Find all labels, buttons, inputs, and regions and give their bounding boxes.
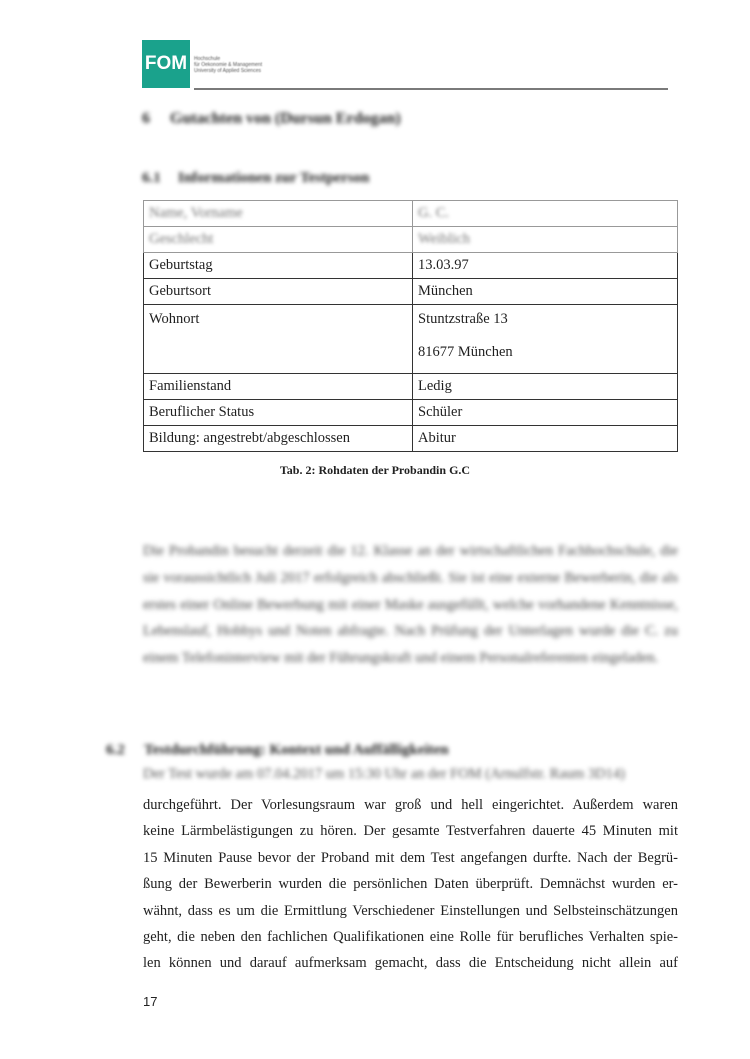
table-cell-label: Bildung: angestrebt/abgeschlossen xyxy=(144,426,413,452)
paragraph-blurred: Die Probandin besucht derzeit die 12. Klasse an der wirtschaftlichen Fachhochschule, die sie voraussichtlich Juli 2017 erfolgreich abschließt. Sie ist eine externe Bewerberin, die als erstes einer Online Bewerbung mit einer Maske ausgefüllt, welche vorhandene Kenntnisse, Lebenslauf, Hobbys und Noten abfragte. Nach Prüfung der Unterlagen wurde die C. zu einem Telefoninterview mit der Führungskraft und einem Personalreferenten eingeladen. xyxy=(143,543,678,667)
section-number: 6.1 xyxy=(142,170,161,186)
table-cell-label: Geschlecht xyxy=(144,227,413,253)
body-line: wähnt, dass es um die Ermittlung Verschiedener Einstellungen und Selbsteinschätzungen xyxy=(143,902,678,919)
table-cell-label: Geburtstag xyxy=(144,253,413,279)
address-street: Stuntzstraße 13 xyxy=(418,311,508,327)
table-caption: Tab. 2: Rohdaten der Probandin G.C xyxy=(279,463,471,477)
logo-line: Hochschule xyxy=(194,56,221,62)
section-heading-6-1 xyxy=(142,170,369,187)
section-heading-6 xyxy=(142,110,401,128)
table-row xyxy=(144,400,678,426)
table-cell-value: Abitur xyxy=(413,426,678,452)
logo-line: University of Applied Sciences xyxy=(194,68,261,74)
section-heading-6-2 xyxy=(106,742,449,759)
body-line: keine Lärmbelästigungen zu hören. Der gesamte Testverfahren dauerte 45 Minuten mit xyxy=(143,823,678,840)
table-row xyxy=(144,253,678,279)
section-title: Testdurchführung: Kontext und Auffälligkeiten xyxy=(144,742,449,758)
table-cell-label: Wohnort xyxy=(144,305,413,374)
data-table xyxy=(143,200,678,452)
body-paragraph xyxy=(143,792,678,977)
table-cell-label: Geburtsort xyxy=(144,279,413,305)
table-cell-value: Weiblich xyxy=(413,227,678,253)
body-line: 15 Minuten Pause bevor der Proband mit dem Test angefangen durfte. Nach der Begrü- xyxy=(143,849,678,866)
table-row xyxy=(144,279,678,305)
address-city: 81677 München xyxy=(418,344,513,360)
table-cell-label: Beruflicher Status xyxy=(144,400,413,426)
table-cell-label: Familienstand xyxy=(144,374,413,400)
table-row xyxy=(144,305,678,374)
table-row xyxy=(144,201,678,227)
table-row xyxy=(144,426,678,452)
section-number: 6 xyxy=(142,110,150,127)
table-cell-label: Name, Vorname xyxy=(144,201,413,227)
fom-logo xyxy=(142,40,190,88)
body-first-line-blurred: Der Test wurde am 07.04.2017 um 15:30 Uhr an der FOM (Arnulfstr. Raum 3D14) xyxy=(143,766,625,782)
table-cell-value xyxy=(413,305,678,374)
body-line: ßung der Bewerberin wurden die persönlichen Daten überprüft. Demnächst wurden er- xyxy=(143,876,678,893)
body-line: geht, die neben den fachlichen Qualifikationen eine Rolle für berufliches Verhalten spie- xyxy=(143,929,678,946)
table-cell-value: Ledig xyxy=(413,374,678,400)
body-line: durchgeführt. Der Vorlesungsraum war groß und hell eingerichtet. Außerdem waren xyxy=(143,797,678,813)
table-row xyxy=(144,227,678,253)
logo-line: für Oekonomie & Management xyxy=(194,62,263,68)
body-line: len können und darauf aufmerksam gemacht, dass die Entscheidung nicht allein auf xyxy=(143,955,678,972)
table-cell-value: München xyxy=(413,279,678,305)
table-cell-value: Schüler xyxy=(413,400,678,426)
table-cell-value: G. C. xyxy=(413,201,678,227)
page-number: 17 xyxy=(143,994,158,1009)
section-title: Informationen zur Testperson xyxy=(178,170,370,186)
logo-subtitle xyxy=(194,56,262,74)
table-row xyxy=(144,374,678,400)
table-cell-value: 13.03.97 xyxy=(413,253,678,279)
header-rule xyxy=(194,88,668,90)
logo-text: FOM xyxy=(144,53,188,74)
section-title: Gutachten von (Dursun Erdogan) xyxy=(170,110,401,127)
section-number: 6.2 xyxy=(106,742,125,758)
